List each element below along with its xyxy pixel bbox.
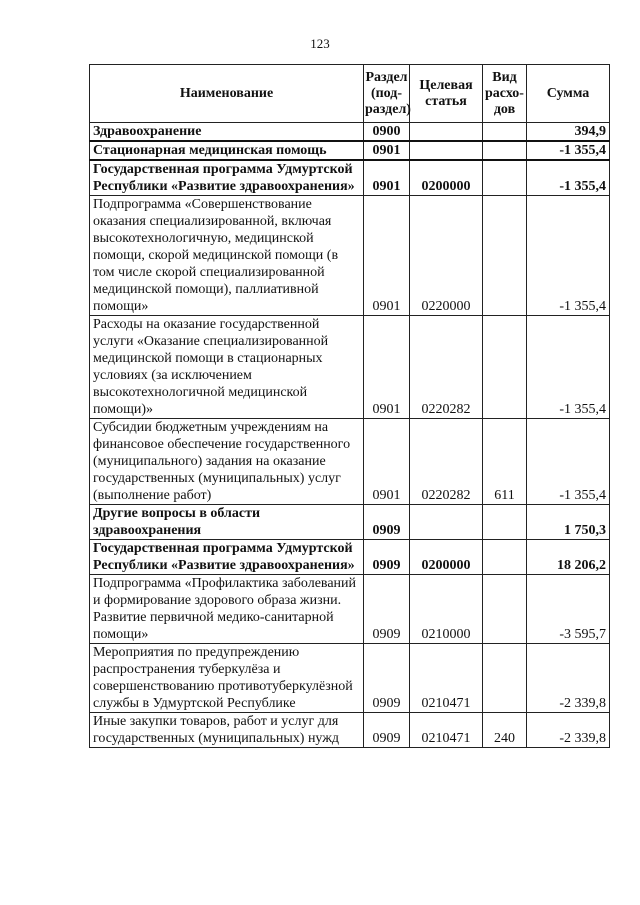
- row-type: [483, 316, 527, 419]
- row-section: 0909: [364, 644, 410, 713]
- table-row: [90, 316, 610, 419]
- row-type: [483, 644, 527, 713]
- row-type: [483, 123, 527, 142]
- row-target: 0210471: [410, 713, 483, 748]
- row-target: 0220282: [410, 419, 483, 505]
- row-section: 0909: [364, 540, 410, 575]
- row-name: Здравоохранение: [90, 123, 364, 142]
- row-sum: 18 206,2: [527, 540, 610, 575]
- table-row: [90, 644, 610, 713]
- row-section: 0901: [364, 160, 410, 196]
- budget-table: [89, 64, 610, 748]
- row-name: Государственная программа Удмуртской Республики «Развитие здравоохранения»: [90, 160, 364, 196]
- table-header-row: [90, 65, 610, 123]
- header-name: Наименование: [90, 65, 364, 123]
- row-name: Субсидии бюджетным учреждениям на финансовое обеспечение государственного (муниципального) задания на оказание государственных (муниципальных) услуг (выполнение работ): [90, 419, 364, 505]
- header-type: Вид расхо-дов: [483, 65, 527, 123]
- row-section: 0909: [364, 713, 410, 748]
- row-sum: -1 355,4: [527, 419, 610, 505]
- header-section: Раздел (под-раздел): [364, 65, 410, 123]
- table-row: [90, 540, 610, 575]
- row-type: [483, 160, 527, 196]
- row-sum: -2 339,8: [527, 644, 610, 713]
- row-sum: -2 339,8: [527, 713, 610, 748]
- row-section: 0909: [364, 505, 410, 540]
- row-section: 0901: [364, 419, 410, 505]
- header-sum: Сумма: [527, 65, 610, 123]
- row-sum: -1 355,4: [527, 316, 610, 419]
- row-type: [483, 141, 527, 160]
- row-type: [483, 505, 527, 540]
- row-name: Мероприятия по предупреждению распространения туберкулёза и совершенствованию противотуберкулёзной службы в Удмуртской Республике: [90, 644, 364, 713]
- row-target: 0200000: [410, 540, 483, 575]
- row-target: [410, 123, 483, 142]
- row-target: 0210471: [410, 644, 483, 713]
- row-name: Другие вопросы в области здравоохранения: [90, 505, 364, 540]
- header-target: Целевая статья: [410, 65, 483, 123]
- table-row: [90, 419, 610, 505]
- row-name: Иные закупки товаров, работ и услуг для государственных (муниципальных) нужд: [90, 713, 364, 748]
- table-row: [90, 123, 610, 142]
- row-sum: -1 355,4: [527, 160, 610, 196]
- table-row: [90, 196, 610, 316]
- row-type: 611: [483, 419, 527, 505]
- row-section: 0901: [364, 196, 410, 316]
- row-target: 0220000: [410, 196, 483, 316]
- row-sum: -1 355,4: [527, 141, 610, 160]
- row-sum: 1 750,3: [527, 505, 610, 540]
- row-name: Подпрограмма «Совершенствование оказания специализированной, включая высокотехнологичную, медицинской помощи, скорой медицинской помощи (в том числе скорой специализированной медицинской помощи), паллиативной помощи»: [90, 196, 364, 316]
- row-target: 0200000: [410, 160, 483, 196]
- row-name: Подпрограмма «Профилактика заболеваний и формирование здорового образа жизни. Развитие первичной медико-санитарной помощи»: [90, 575, 364, 644]
- row-type: [483, 196, 527, 316]
- table-row: [90, 713, 610, 748]
- row-target: [410, 141, 483, 160]
- row-section: 0901: [364, 316, 410, 419]
- row-target: 0210000: [410, 575, 483, 644]
- row-type: 240: [483, 713, 527, 748]
- row-sum: -1 355,4: [527, 196, 610, 316]
- table-row: [90, 505, 610, 540]
- row-name: Расходы на оказание государственной услуги «Оказание специализированной медицинской помощи в стационарных условиях (за исключением высокотехнологичной медицинской помощи)»: [90, 316, 364, 419]
- row-section: 0900: [364, 123, 410, 142]
- row-type: [483, 575, 527, 644]
- row-type: [483, 540, 527, 575]
- row-section: 0901: [364, 141, 410, 160]
- row-sum: 394,9: [527, 123, 610, 142]
- page-number: 123: [310, 36, 330, 51]
- row-section: 0909: [364, 575, 410, 644]
- table-row: [90, 141, 610, 160]
- row-target: [410, 505, 483, 540]
- row-target: 0220282: [410, 316, 483, 419]
- row-sum: -3 595,7: [527, 575, 610, 644]
- row-name: Государственная программа Удмуртской Республики «Развитие здравоохранения»: [90, 540, 364, 575]
- table-row: [90, 160, 610, 196]
- row-name: Стационарная медицинская помощь: [90, 141, 364, 160]
- table-row: [90, 575, 610, 644]
